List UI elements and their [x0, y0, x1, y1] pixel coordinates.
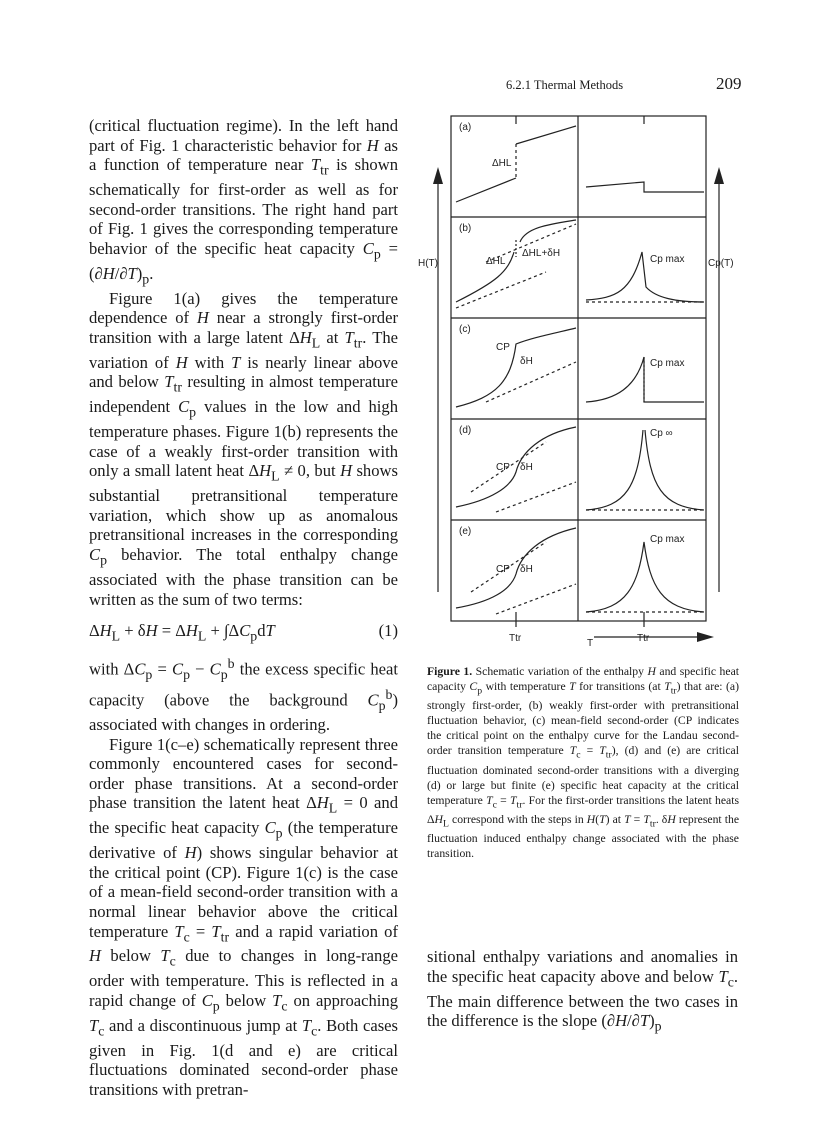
- enthalpy-curve-low-a: [456, 178, 516, 202]
- panel-label-c: (c): [459, 324, 471, 335]
- enthalpy-curve-c: [456, 328, 576, 407]
- critical-point-label-d: CP: [496, 462, 510, 473]
- dh-label-d: δH: [520, 462, 533, 473]
- panel-label-d: (d): [459, 425, 472, 436]
- arrowhead: [433, 167, 443, 184]
- ttr-label-right: Ttr: [637, 633, 650, 644]
- equation-number: (1): [378, 621, 398, 641]
- equation-1: [89, 621, 398, 646]
- caption-label: Figure 1.: [427, 665, 473, 678]
- ttr-label-left: Ttr: [509, 633, 522, 644]
- cpmax-label-e: Cp max: [650, 534, 685, 545]
- critical-point-label-c: CP: [496, 342, 510, 353]
- enthalpy-curve-high-a: [516, 126, 576, 144]
- enthalpy-curve-d: [456, 427, 576, 507]
- cp-axis-label: Cp(T): [708, 258, 734, 269]
- total-enthalpy-label: ΔHL+δH: [522, 248, 561, 259]
- paragraph: sitional enthalpy variations and anomalies in the specific heat capacity above and below $T_c$. The main difference between the two cases in the difference is the slope $(\partial H/\partial T)_p$: [427, 947, 738, 1034]
- arrowhead: [714, 167, 724, 184]
- cp-curve-d: [586, 430, 704, 510]
- panel-label-b: (b): [459, 223, 472, 234]
- latent-heat-label-b: ΔHL: [486, 256, 506, 267]
- dh-label-c: δH: [520, 356, 533, 367]
- section-title: 6.2.1 Thermal Methods: [506, 78, 624, 92]
- figure-1: [416, 112, 736, 660]
- cp-curve-a: [586, 182, 704, 192]
- right-column-text: [427, 947, 738, 1036]
- paragraph: Figure 1(a) gives the temperature dependence of H near a strongly first-order transition with a large latent $\Delta H_L$ at $T_{tr}$. The variation of H with T is nearly linear above and below $T_{tr}$ resulting in almost temperature independent $C_p$ values in the low and high temperature phases. Figure 1(b) represents the case of a weakly first-order transition with only a small latent heat $\Delta H_L \ne 0$, but H shows substantial pretransitional temperature variation, which show up as anomalous pretransitional increases in the corresponding $C_p$ behavior. The total enthalpy change associated with the phase transition can be written as the sum of two terms:: [89, 288, 398, 609]
- equation-body: $\Delta H_L + \delta H = \Delta H_L + \int\Delta C_pdT$: [89, 621, 275, 644]
- t-axis-label: T: [587, 638, 594, 649]
- arrowhead: [697, 632, 714, 642]
- enthalpy-curve-high-b: [520, 220, 576, 242]
- h-axis-label: H(T): [418, 258, 438, 269]
- left-column: [89, 116, 398, 1100]
- caption-text: Schematic variation of the enthalpy H and specific heat capacity $C_p$ with temperature T for transitions (at $T_{tr}$) that are: (a) strongly first-order, (b) weakly first-order with pretransitional fluctuation behavior, (c) mean-field second-order (CP indicates the critical point on the enthalpy curve for the Landau second-order transition temperature $T_c = T_{tr}$), (d) and (e) are critical fluctuation dominated second-order transitions with a diverging (d) or large but finite (e) specific heat capacity at the critical temperature $T_c = T_{tr}$. For the first-order transitions the latent heats $\Delta H_L$ correspond with the steps in H(T) at $T = T_{tr}$. δH represent the fluctuation induced enthalpy change associated with the phase transition.: [427, 665, 740, 861]
- panel-label-e: (e): [459, 526, 472, 537]
- paragraph: Figure 1(c–e) schematically represent three commonly encountered cases for second-order phase transitions. At a second-order phase transition the latent heat $\Delta H_L = 0$ and the specific heat capacity $C_p$ (the temperature derivative of H) shows singular behavior at the critical point (CP). Figure 1(c) is the case of a mean-field second-order transition with a normal linear behavior above the critical temperature $T_c = T_{tr}$ and a rapid variation of H below $T_c$ due to changes in long-range order with temperature. This is reflected in a rapid change of $C_p$ below $T_c$ on approaching $T_c$ and a discontinuous jump at $T_c$. Both cases given in Fig. 1(d and e) are critical fluctuations dominated second-order phase transitions with pretran-: [89, 734, 398, 1099]
- page-number: 209: [716, 74, 742, 93]
- figure-caption: [427, 664, 739, 861]
- critical-point-label-e: CP: [496, 564, 510, 575]
- running-header: [0, 74, 816, 98]
- cpinf-label-d: Cp ∞: [650, 428, 673, 439]
- cpmax-label-c: Cp max: [650, 358, 685, 369]
- cp-curve-c: [586, 357, 704, 402]
- latent-heat-label-a: ΔHL: [492, 158, 512, 169]
- paragraph: with $\Delta C_p = C_p - C_p^b$ the excess specific heat capacity (above the background $C_p^b$) associated with changes in ordering.: [89, 656, 399, 734]
- dh-label-e: δH: [520, 564, 533, 575]
- paragraph: (critical fluctuation regime). In the left hand part of Fig. 1 characteristic behavior for H as a function of temperature near $T_{tr}$ is shown schematically for first-order as well as for second-order transitions. The right hand part of Fig. 1 gives the corresponding temperature behavior of the specific heat capacity $C_p = (\partial H/\partial T)_p$.: [89, 116, 399, 287]
- panel-label-a: (a): [459, 122, 472, 133]
- enthalpy-curve-e: [456, 528, 576, 608]
- cpmax-label-b: Cp max: [650, 254, 685, 265]
- cp-curve-e: [586, 542, 704, 612]
- cp-curve-b: [586, 252, 704, 302]
